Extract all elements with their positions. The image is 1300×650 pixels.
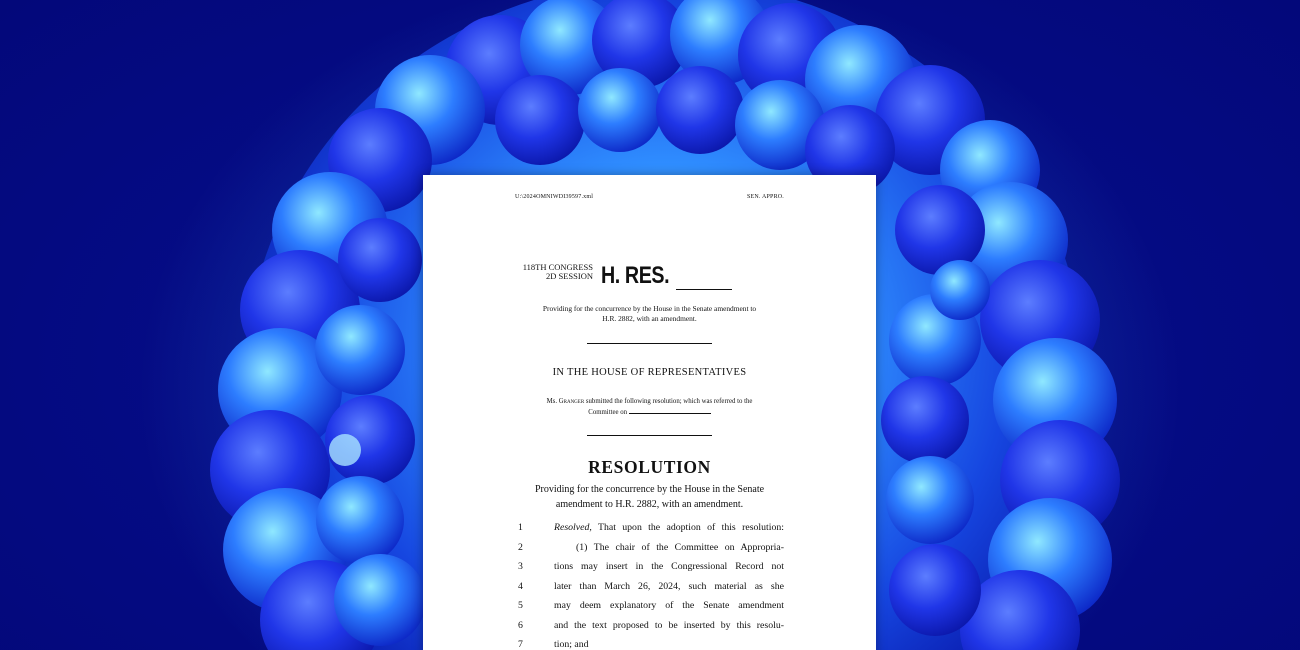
submitted-rest: submitted the following resolution; which was referred to the [585, 398, 753, 405]
line-row [518, 577, 788, 597]
numbered-lines [518, 518, 788, 650]
house-heading: IN THE HOUSE OF REPRESENTATIVES [552, 367, 747, 378]
short-subtitle-line-2: H.R. 2882, with an amendment. [602, 314, 697, 323]
hres-heading: H. RES. [601, 262, 670, 289]
line-text: tions may insert in the Congressional Record not [554, 561, 784, 572]
doc-header [515, 194, 784, 200]
line-number: 4 [518, 580, 523, 592]
line-text: (1) The chair of the Committee on Appropria- [576, 541, 784, 553]
short-subtitle [513, 304, 786, 324]
hres-number-blank [676, 289, 732, 290]
line-number: 5 [518, 600, 523, 611]
line-number: 6 [518, 619, 523, 631]
submitted-statement [513, 397, 786, 418]
submitted-line-1 [513, 397, 786, 407]
file-id: U:\2024OMNIWDI39597.xml [515, 194, 594, 200]
submitted-line-2 [513, 407, 786, 418]
committee-on-label: Committee on [588, 409, 627, 416]
congress-label: 118TH CONGRESS [522, 262, 593, 272]
sen-appro-label: SEN. APPRO. [746, 194, 784, 200]
long-title-line-1: Providing for the concurrence by the House in the Senate [534, 484, 765, 495]
divider-rule-1 [587, 343, 712, 344]
line-text: tion; and [554, 639, 589, 650]
line-text-body: That upon the adoption of this resolution: [597, 522, 784, 533]
resolved-word: Resolved, [554, 522, 592, 533]
submitted-name: Granger [558, 398, 585, 405]
congress-session [513, 263, 593, 281]
long-title-line-2: amendment to H.R. 2882, with an amendment. [555, 499, 744, 510]
long-title [513, 482, 786, 512]
line-row [518, 518, 788, 538]
submitted-prefix: Ms. [546, 398, 558, 405]
line-text [554, 518, 784, 538]
line-row [518, 635, 788, 650]
divider-rule-2 [587, 435, 712, 436]
session-label: 2D SESSION [546, 271, 593, 281]
line-text: and the text proposed to be inserted by this resolu- [554, 619, 784, 631]
resolution-document [423, 175, 876, 650]
line-row [518, 557, 788, 577]
short-subtitle-line-1: Providing for the concurrence by the House in the Senate amendment to [542, 304, 757, 313]
line-number: 7 [518, 639, 523, 650]
line-text: later than March 26, 2024, such material as she [554, 580, 784, 592]
committee-blank [629, 407, 711, 414]
line-text: may deem explanatory of the Senate amendment [554, 600, 784, 611]
line-row [518, 616, 788, 636]
line-number: 3 [518, 561, 523, 572]
line-row [518, 538, 788, 558]
line-number: 2 [518, 541, 523, 553]
resolution-heading: RESOLUTION [588, 457, 711, 477]
line-number: 1 [518, 522, 523, 533]
line-row [518, 596, 788, 616]
